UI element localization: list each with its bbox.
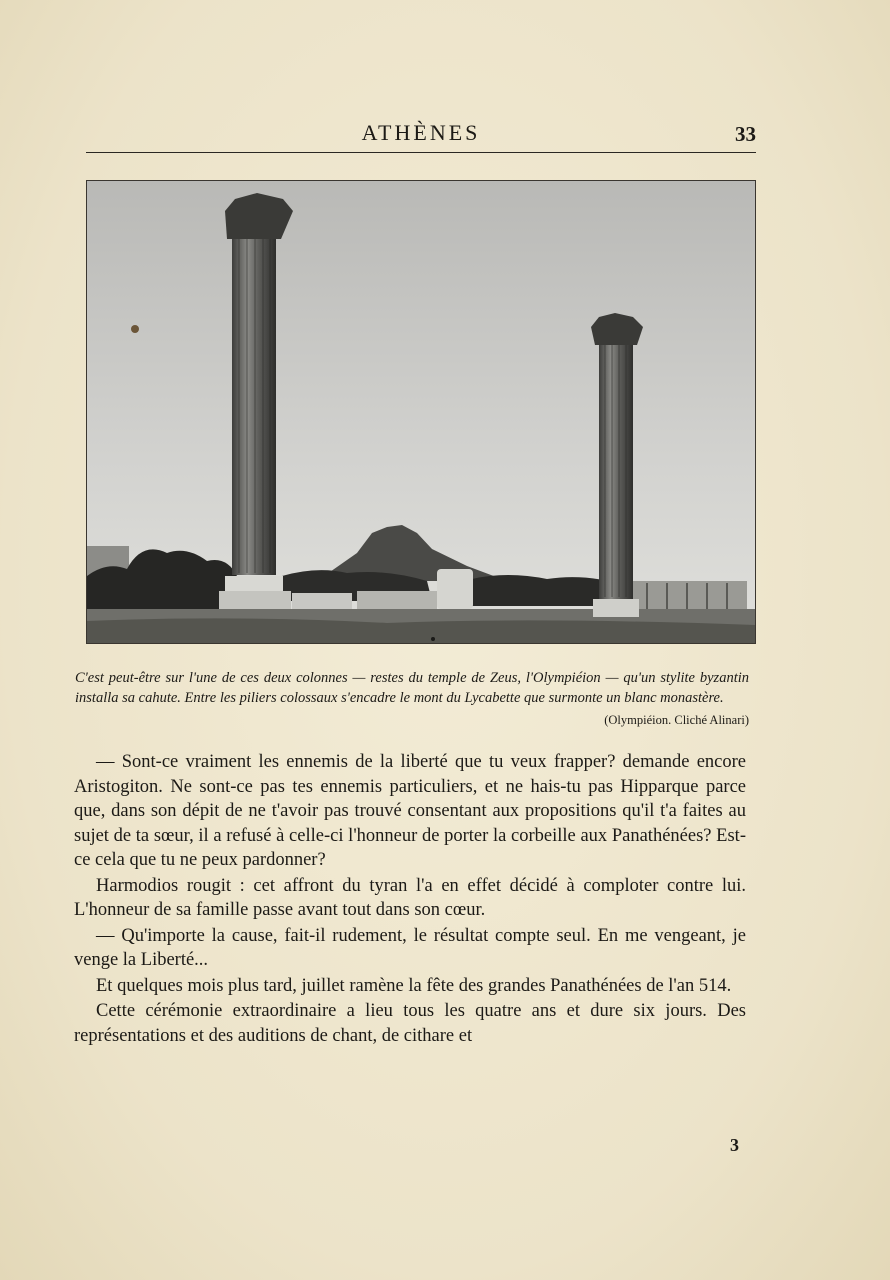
photo-credit: (Olympiéion. Cliché Alinari) bbox=[604, 713, 749, 727]
paragraph-4: Et quelques mois plus tard, juillet ramène la fête des grandes Panathénées de l'an 514. bbox=[96, 975, 732, 996]
body-text bbox=[74, 750, 746, 1048]
caption-text: C'est peut-être sur l'une de ces deux colonnes — restes du temple de Zeus, l'Olympiéion — qu'un stylite byzantin installa sa cahute. Entre les piliers colossaux s'encadre le mont du Lycabette que surmonte un blanc monastère. bbox=[75, 670, 749, 706]
paragraph-5: Cette cérémonie extraordinaire a lieu tous les quatre ans et dure six jours. Des représentations et des auditions de chant, de cithare et bbox=[74, 1001, 746, 1046]
figure-caption bbox=[75, 668, 749, 730]
olympieion-photograph bbox=[86, 180, 756, 644]
running-title: ATHÈNES bbox=[361, 120, 481, 145]
page-header bbox=[86, 118, 756, 153]
paragraph-2: Harmodios rougit : cet affront du tyran l'a en effet décidé à comploter contre lui. L'honneur de sa famille passe avant tout dans son cœur. bbox=[74, 875, 746, 920]
page-number: 33 bbox=[735, 122, 756, 146]
signature-mark: 3 bbox=[730, 1135, 739, 1155]
paragraph-1: — Sont-ce vraiment les ennemis de la liberté que tu veux frapper? demande encore Aristogiton. Ne sont-ce pas tes ennemis particuliers, et ne hais-tu pas Hipparque parce que, dans son dépit de ne t'avoir pas trouvé consentant aux propositions qu'il t'a faites au sujet de ta sœur, il a refusé à celle-ci l'honneur de porter la corbeille aux Panathénées? Est-ce cela que tu ne peux pardonner? bbox=[74, 752, 746, 870]
paragraph-3: — Qu'importe la cause, fait-il rudement, le résultat compte seul. En me vengeant, je venge la Liberté... bbox=[74, 925, 746, 970]
